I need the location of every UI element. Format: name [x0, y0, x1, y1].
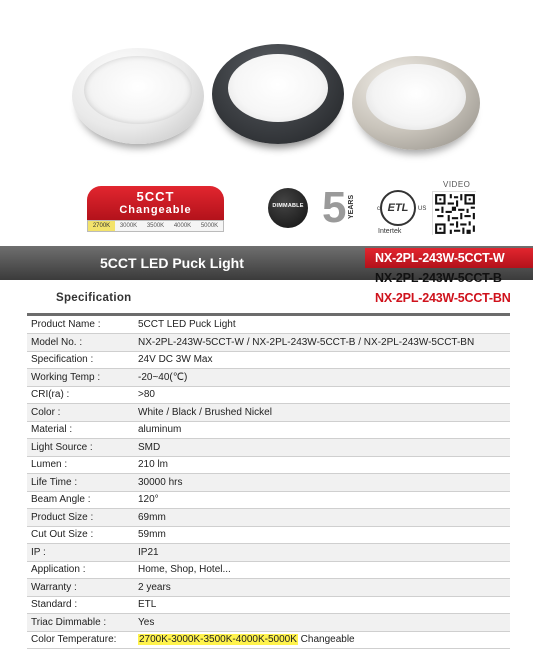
spec-key: Beam Angle :: [27, 491, 128, 509]
spec-value: 5CCT LED Puck Light: [128, 316, 510, 334]
spec-key: Working Temp :: [27, 369, 128, 387]
nickel-puck-light: [352, 56, 480, 150]
spec-value: White / Black / Brushed Nickel: [128, 404, 510, 422]
spec-value: Yes: [128, 614, 510, 632]
table-row: [27, 386, 510, 404]
spec-key: Application :: [27, 561, 128, 579]
table-row: [27, 579, 510, 597]
spec-key: Color Temperature:: [27, 631, 128, 649]
cct-3500: 3500K: [146, 223, 165, 229]
spec-key: Warranty :: [27, 579, 128, 597]
spec-key: IP :: [27, 544, 128, 562]
spec-value: 120°: [128, 491, 510, 509]
spec-value: aluminum: [128, 421, 510, 439]
spec-key: Material :: [27, 421, 128, 439]
cct-3000: 3000K: [119, 223, 138, 229]
table-row: [27, 351, 510, 369]
badge-title: 5CCT: [136, 189, 175, 204]
video-label: VIDEO: [443, 180, 471, 189]
cct-2700: 2700K: [88, 221, 115, 231]
spec-value: Home, Shop, Hotel...: [128, 561, 510, 579]
spec-table: [27, 316, 510, 649]
white-puck-light: [72, 48, 204, 144]
etl-mark: ETL: [387, 202, 409, 214]
spec-key: Cut Out Size :: [27, 526, 128, 544]
spec-value: IP21: [128, 544, 510, 562]
spec-key: Model No. :: [27, 334, 128, 352]
spec-key: Color :: [27, 404, 128, 422]
spec-key: Standard :: [27, 596, 128, 614]
table-row: [27, 614, 510, 632]
puck-lens: [84, 56, 192, 124]
puck-lens: [366, 64, 466, 130]
product-title: 5CCT LED Puck Light: [100, 255, 244, 271]
warranty-number: 5: [322, 183, 347, 232]
spec-heading: Specification: [56, 292, 132, 304]
cct-badge: [87, 186, 224, 234]
table-row: [27, 316, 510, 334]
table-row: [27, 544, 510, 562]
spec-value: NX-2PL-243W-5CCT-W / NX-2PL-243W-5CCT-B / NX-2PL-243W-5CCT-BN: [128, 334, 510, 352]
badge-subtitle: Changeable: [119, 204, 192, 216]
etl-us: US: [418, 206, 427, 212]
table-row: [27, 631, 510, 649]
spec-value: SMD: [128, 439, 510, 457]
spec-key: Lumen :: [27, 456, 128, 474]
cct-scale: [87, 220, 224, 232]
spec-value: 2 years: [128, 579, 510, 597]
table-row: [27, 526, 510, 544]
table-row: [27, 456, 510, 474]
spec-key: Product Name :: [27, 316, 128, 334]
spec-value: -20~40(℃): [128, 369, 510, 387]
spec-value: ETL: [128, 596, 510, 614]
table-row: [27, 491, 510, 509]
spec-value: 30000 hrs: [128, 474, 510, 492]
table-row: [27, 439, 510, 457]
warranty-years: YEARS: [348, 194, 355, 219]
puck-lens: [228, 54, 328, 122]
model-white: NX-2PL-243W-5CCT-W: [375, 251, 505, 265]
cct-4000: 4000K: [173, 223, 192, 229]
table-row: [27, 334, 510, 352]
table-row: [27, 596, 510, 614]
spec-value-color-temp: [128, 631, 510, 649]
spec-value: 24V DC 3W Max: [128, 351, 510, 369]
color-temp-highlight: 2700K-3000K-3500K-4000K-5000K: [139, 634, 297, 646]
table-row: [27, 509, 510, 527]
spec-value: 59mm: [128, 526, 510, 544]
spec-key: CRI(ra) :: [27, 386, 128, 404]
spec-key: Life Time :: [27, 474, 128, 492]
spec-key: Light Source :: [27, 439, 128, 457]
etl-c: c: [377, 206, 380, 212]
spec-value: >80: [128, 386, 510, 404]
intertek-label: Intertek: [378, 228, 402, 235]
warranty-icon: [320, 185, 368, 233]
spec-value: 210 lm: [128, 456, 510, 474]
table-row: [27, 369, 510, 387]
table-row: [27, 404, 510, 422]
cct-5000: 5000K: [200, 223, 219, 229]
black-puck-light: [212, 44, 344, 144]
model-nickel: NX-2PL-243W-5CCT-BN: [375, 291, 511, 305]
dimmable-icon: [268, 188, 308, 228]
dimmable-label: DIMMABLE: [272, 203, 304, 209]
spec-key: Product Size :: [27, 509, 128, 527]
spec-key: Specification :: [27, 351, 128, 369]
table-row: [27, 474, 510, 492]
etl-icon: [380, 190, 416, 226]
spec-key: Triac Dimmable :: [27, 614, 128, 632]
color-temp-suffix: Changeable: [297, 634, 355, 646]
model-black: NX-2PL-243W-5CCT-B: [375, 271, 502, 285]
spec-value: 69mm: [128, 509, 510, 527]
qr-pattern: [433, 192, 477, 236]
qr-code-icon[interactable]: [432, 191, 476, 235]
table-row: [27, 561, 510, 579]
table-row: [27, 421, 510, 439]
